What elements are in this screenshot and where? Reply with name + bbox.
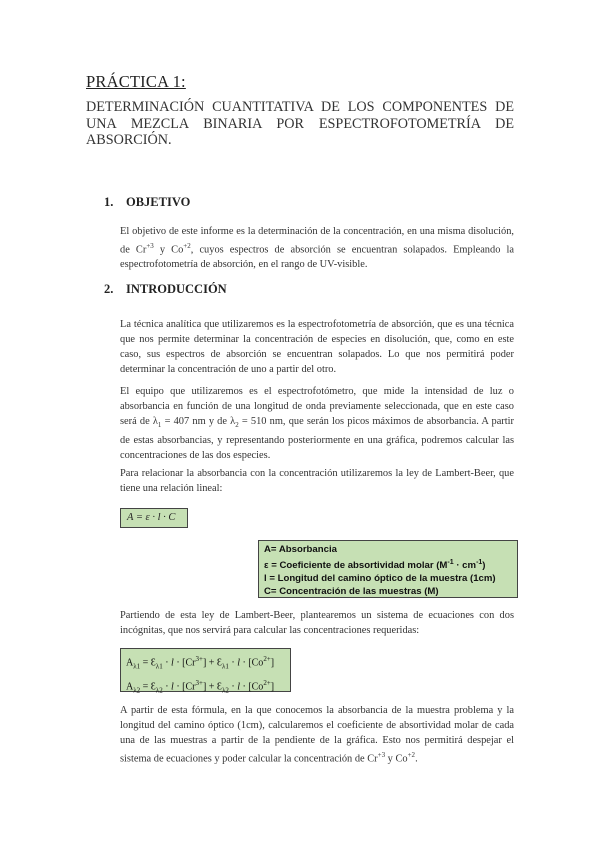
equation-system [120, 648, 291, 695]
legend-longitud: l = Longitud del camino óptico de la muestra (1cm) [264, 573, 496, 585]
text: ] + Ɛ [202, 681, 222, 693]
text: El equipo que utilizaremos es el espectrofotómetro, que mide la intensidad de luz o absorbancia en función de una longitud de onda previamente seleccionada, que en este caso será de λ [120, 386, 514, 427]
text: ] + Ɛ [202, 657, 222, 669]
text: = 407 nm y de λ [161, 416, 236, 427]
objetivo-paragraph [120, 224, 514, 272]
text: l [237, 657, 240, 669]
system-intro-paragraph: Partiendo de esta ley de Lambert-Beer, plantearemos un sistema de ecuaciones con dos incógnitas, que nos servirá para calcular las concentraciones requeridas: [120, 610, 514, 636]
superscript: 2+ [263, 655, 271, 663]
subscript: λ1 [155, 662, 163, 671]
page-title: PRÁCTICA 1: [86, 72, 186, 91]
text: = Ɛ [140, 681, 156, 693]
subscript: λ1 [221, 662, 229, 671]
legend-absorbancia: A= Absorbancia [264, 544, 337, 555]
text: A partir de esta fórmula, en la que conocemos la absorbancia de la muestra problema y la longitud del camino óptico (1cm), calcularemos el coeficiente de absortividad molar de cada una de las muestras a partir de la pendiente de la gráfica. Esto nos permitirá despejar el sistema de ecuaciones y poder calcular la concentración de Cr [120, 705, 514, 765]
text: A [126, 657, 134, 669]
superscript: +2 [183, 242, 191, 250]
superscript: 3+ [195, 655, 203, 663]
section-number: 2. [104, 282, 114, 296]
section-heading-objetivo [104, 195, 190, 210]
subscript: λ2 [133, 686, 141, 695]
section-number: 1. [104, 195, 114, 209]
text: y Co [153, 244, 184, 256]
text: ) [482, 560, 486, 572]
text: El objetivo de este informe es la determinación de la concentración, en una misma disolución, de Cr [120, 226, 514, 256]
equation-row-1 [126, 651, 290, 675]
text: . [415, 753, 418, 765]
subscript: 2 [235, 421, 239, 430]
text: · cm [453, 560, 477, 572]
superscript: 2+ [263, 679, 271, 688]
equation-legend [258, 540, 518, 598]
superscript: +3 [146, 242, 154, 250]
section-title: OBJETIVO [126, 195, 191, 209]
equation-row-2 [126, 675, 290, 699]
intro-paragraph-3: Para relacionar la absorbancia con la concentración utilizaremos la ley de Lambert-Beer, que tiene una relación lineal: [120, 468, 514, 494]
text: l [237, 681, 240, 693]
text: · [162, 681, 172, 693]
text: y Co [385, 753, 408, 765]
conclusion-paragraph [120, 703, 514, 766]
section-title: INTRODUCCIÓN [126, 282, 227, 296]
superscript: -1 [447, 559, 454, 566]
text: · [Cr [173, 657, 196, 669]
superscript: +2 [407, 751, 416, 759]
text: ] [270, 657, 275, 669]
legend-coeficiente [264, 556, 517, 572]
superscript: 3+ [195, 679, 203, 688]
legend-concentracion: C= Concentración de las muestras (M) [264, 586, 439, 598]
text: · [228, 657, 238, 669]
text: ε = Coeficiente de absortividad molar (M [264, 560, 448, 572]
text: · [Co [239, 681, 264, 693]
text: · [228, 681, 238, 693]
superscript: +3 [377, 751, 386, 759]
text: , cuyos espectros de absorción se encuentran solapados. Empleando la espectrofotometría de absorción, en el rango de UV-visible. [120, 244, 514, 271]
text: = 510 nm, que serán los picos máximos de absorbancia. A partir de estas absorbancias, y representando posteriormente en una gráfica, podremos calcular las concentraciones de las dos especies. [120, 416, 514, 462]
text: A [126, 681, 134, 693]
intro-paragraph-1: La técnica analítica que utilizaremos es la espectrofotometría de absorción, que es una técnica que nos permite determinar la concentración de especies en disolución, que, como en este caso, sus espectros de absorción se encuentran solapados. Lo que nos permitirá poder determinar la concentración de uno a partir del otro. [120, 319, 514, 375]
text: · [162, 657, 172, 669]
text: l [171, 657, 174, 669]
subscript: λ1 [133, 662, 141, 671]
subscript: 1 [157, 421, 162, 430]
document-subtitle: DETERMINACIÓN CUANTITATIVA DE LOS COMPONENTES DE UNA MEZCLA BINARIA POR ESPECTROFOTOMETRÍA DE ABSORCIÓN. [86, 99, 514, 148]
text: l [171, 681, 174, 693]
subscript: λ2 [221, 686, 229, 695]
subscript: λ2 [155, 686, 163, 695]
text: = Ɛ [140, 657, 156, 669]
section-heading-introduccion [104, 282, 227, 297]
lambert-beer-equation: A = ε · l · C [120, 508, 188, 528]
text: · [Co [239, 657, 264, 669]
intro-paragraph-2 [120, 384, 514, 463]
text: · [Cr [173, 681, 196, 693]
text: ] [270, 681, 275, 693]
superscript: -1 [476, 559, 483, 566]
